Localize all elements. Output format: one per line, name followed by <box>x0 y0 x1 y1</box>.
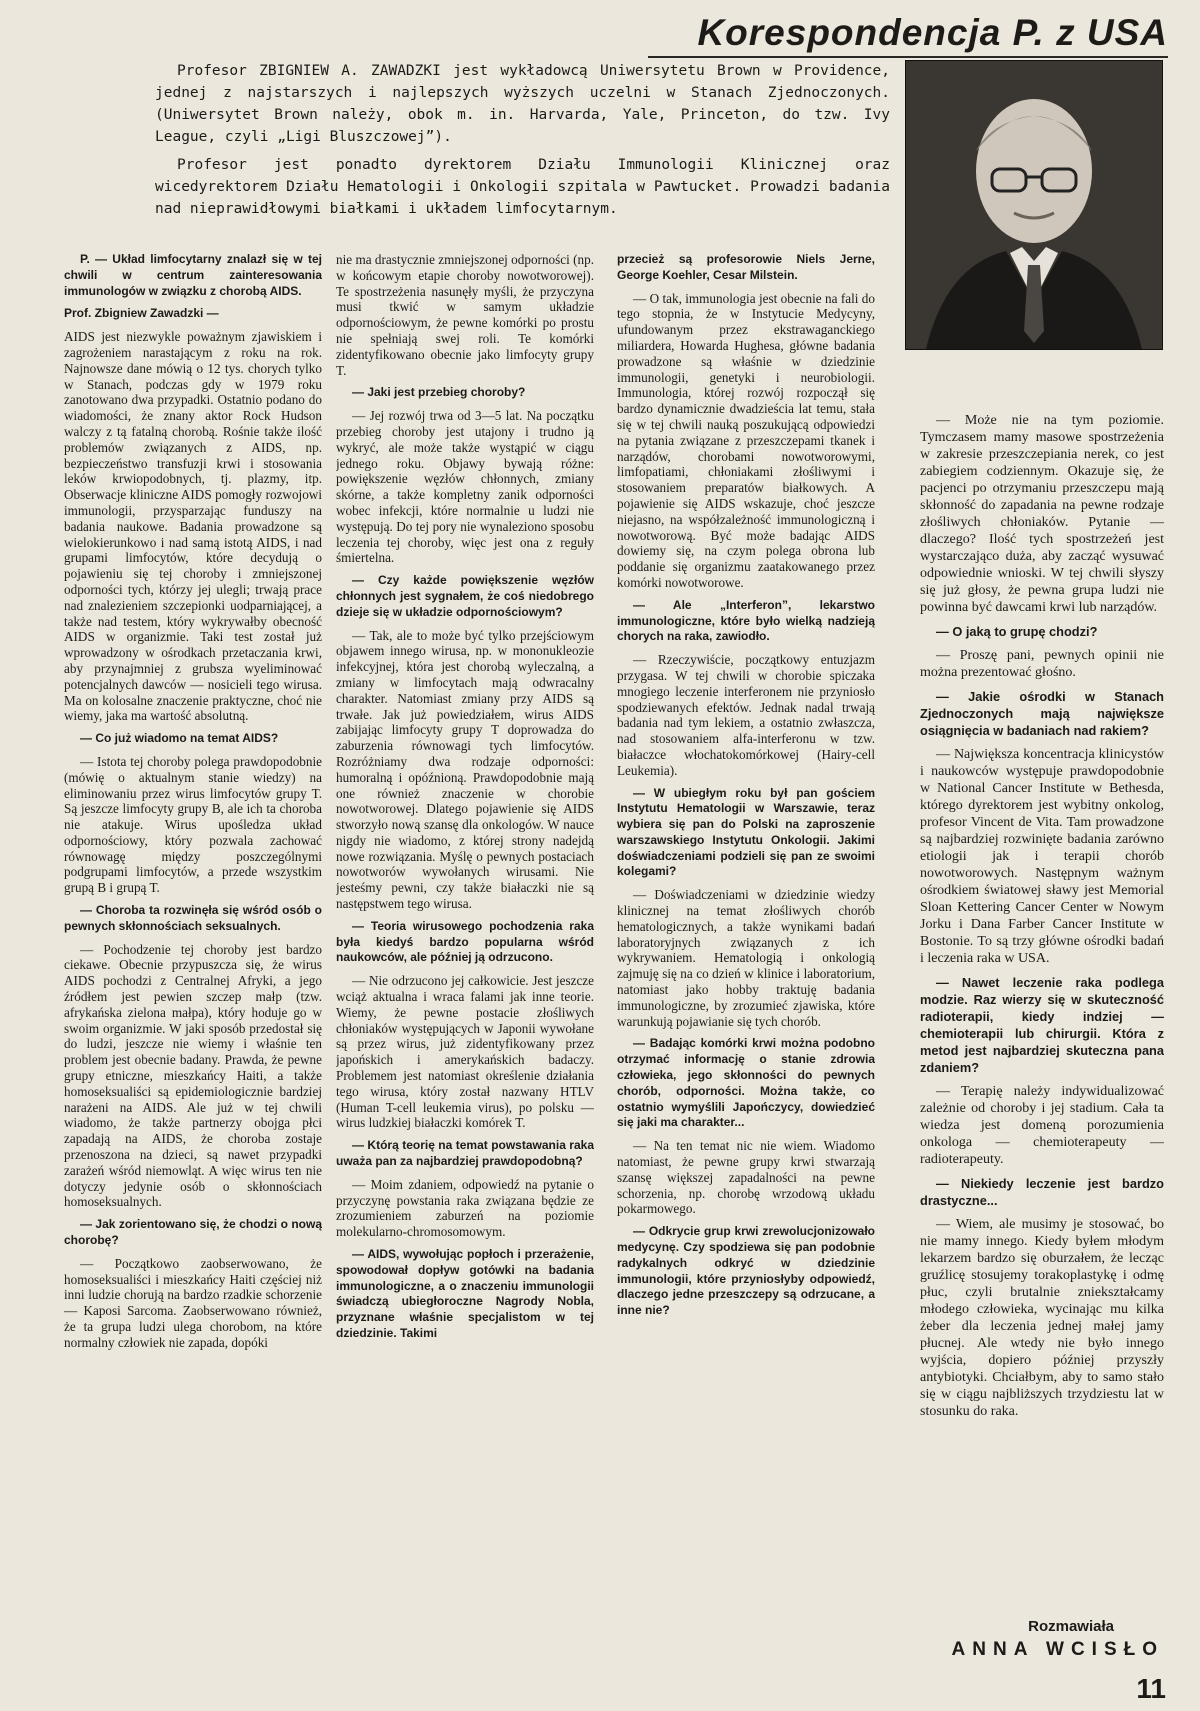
interview-answer: — Może nie na tym poziomie. Tymczasem mamy masowe spostrzeżenia w zakresie przeszczepiania nerek, co jest zabiegiem codziennym. Okazuje się, że pacjenci po otrzymaniu przeszczepu mają skłonność do zapadania na pewne rodzaje złośliwych chłoniaków. Pytanie — dlaczego? Ilość tych spostrzeżeń jest wystarczająco duża, aby zacząć wysuwać odpowiednie wnioski. W tej chwili słyszy się już głosy, że pewna grupa ludzi nie powinna być dawcami krwi lub narządów. <box>920 413 1164 615</box>
intro-paragraph: Profesor jest ponadto dyrektorem Działu Immunologii Klinicznej oraz wicedyrektorem Działu Hematologii i Onkologii szpitala w Pawtucket. Prowadzi badania nad nieprawidłowymi białkami i układem limfocytarnym. <box>155 157 890 217</box>
interview-answer: — Moim zdaniem, odpowiedź na pytanie o przyczynę powstania raka związana będzie ze zrozumieniem zaburzeń na poziomie molekularno-chromosomowym. <box>336 1176 594 1240</box>
credit-name: ANNA WCISŁO <box>951 1639 1164 1660</box>
interview-question: — Choroba ta rozwinęła się wśród osób o pewnych skłonnościach seksualnych. <box>64 903 322 933</box>
interview-question: — Niekiedy leczenie jest bardzo drastyczne... <box>920 1176 1164 1208</box>
interview-question: — W ubiegłym roku był pan gościem Instytutu Hematologii w Warszawie, teraz wybiera się pan do Polski na zaproszenie warszawskiego Instytutu Onkologii. Jakimi doświadczeniami podzieli się pan ze swoimi kolegami? <box>617 785 875 879</box>
interview-answer: AIDS jest niezwykle poważnym zjawiskiem i zagrożeniem narastającym z roku na rok. Najnowsze dane mówią o 12 tys. chorych tylko w Stanach, podczas gdy w 1979 roku zanotowano dwa przypadki. Ostatnio podano do wiadomości, że znany aktor Rock Hudson walczy z tą fatalną chorobą. Rośnie także ilość problemów związanych z AIDS, np. bezpieczeństwo transfuzji krwi i stosowania leków krwiopodobnych, tj. plazmy, itp. Obserwacje kliniczne AIDS pomogły rozwojowi immunologii, przysparzając funduszy na badania naukowe. Badania prowadzone są wielokierunkowo i nad samą istotą AIDS, i nad grupami limfocytów, które decydują o pojawieniu się tej choroby i zmniejszonej odporności tych, którzy jej ulegli; trwają prace nad znalezieniem szczepionki uodparniającej, a także nad testem, który wykrywałby obecność AIDS w organizmie. Taki test został już wprowadzony w ośrodkach przetaczania krwi, aby przynajmniej z grubsza wyeliminować potencjalnych dawców — nosicieli tego wirusa. Ma on kolosalne znaczenie praktyczne, choć nie wiemy, jaka ma wartość absolutną. <box>64 329 322 724</box>
interview-answer: — Proszę pani, pewnych opinii nie można prezentować głośno. <box>920 648 1164 680</box>
text-column-2 <box>336 252 594 1647</box>
interviewer-credit <box>920 1618 1164 1661</box>
interview-answer: — Największa koncentracja klinicystów i naukowców występuje prawdopodobnie w National Cancer Institute w Bethesda, którego dyrektorem jest wybitny onkolog, profesor Vincent de Vita. Tam prowadzone są najbardziej rozwinięte badania zarówno etiologii jak i terapii chorób nowotworowych. Następnym ważnym ośrodkiem światowej sławy jest Memorial Sloan Kettering Cancer Center w Nowym Jorku i Dana Farber Cancer Institute w Bostonie. To są trzy główne ośrodki badań i leczenia raka w USA. <box>920 747 1164 966</box>
interview-question: P. — Układ limfocytarny znalazł się w tej chwili w centrum zainteresowania immunologów w związku z chorobą AIDS. <box>64 252 322 298</box>
intro-paragraph: Profesor ZBIGNIEW A. ZAWADZKI jest wykładowcą Uniwersytetu Brown w Providence, jednej z najstarszych i najlepszych wyższych uczelni w Stanach Zjednoczonych. (Uniwersytet Brown należy, obok m. in. Harvarda, Yale, Princeton, do tzw. Ivy League, czyli „Ligi Bluszczowej”). <box>155 63 890 145</box>
interview-question: — Badając komórki krwi można podobno otrzymać informację o stanie zdrowia człowieka, jego skłonności do pewnych chorób, odporności. Można także, co ostatnio wymyślili Japończycy, dowiedzieć się jaki ma charakter... <box>617 1036 875 1130</box>
interview-question: — Nawet leczenie raka podlega modzie. Raz wierzy się w skuteczność radioterapii, kiedy indziej — chemioterapii lub chirurgii. Która z metod jest najbardziej skuteczna pana zdaniem? <box>920 975 1164 1075</box>
interview-answer: — Terapię należy indywidualizować zależnie od choroby i jej stadium. Cała ta wiedza jest domeną porozumienia onkologa — chemioterapeuty — radioterapeuty. <box>920 1084 1164 1167</box>
interview-question: — AIDS, wywołując popłoch i przerażenie, spowodował dopływ gotówki na badania immunologiczne, a o znaczeniu immunologii świadczą ubiegłoroczne Nagrody Nobla, przyznane właśnie specjalistom w tej dziedzinie. Takimi <box>336 1247 594 1340</box>
interview-answer: — Rzeczywiście, początkowy entuzjazm przygasa. W tej chwili w chorobie spiczaka mnogiego leczenie interferonem nie przyniosło spodziewanych efektów. Jednak nadal trwają badania nad tym lekiem, a ostatnio zwłaszcza, nad stosowaniem alfa-interferonu w tzw. białaczce włochatokomórkowej (Hairy-cell Leukemia). <box>617 652 875 778</box>
interview-answer: — Nie odrzucono jej całkowicie. Jest jeszcze wciąż aktualna i wraca falami jak inne teorie. Wiemy, że pewne postacie złośliwych chłoniaków występujących w Japonii wywołane są przez wirus, już zidentyfikowany przez japońskich i amerykańskich badaczy. Problemem jest natomiast określenie działania tego wirusa, który został nazwany HTLV (Human T-cell leukemia virus), po polsku — wirus ludzkiej białaczki komórek T. <box>336 973 594 1131</box>
interview-answer: — Doświadczeniami w dziedzinie wiedzy klinicznej na temat złośliwych chorób hematologicznych, a także wynikami badań laboratoryjnych związanych z ich wykrywaniem. Hematologią i onkologią zajmuję się na co dzień w klinice i laboratorium, natomiast jako hobby traktuję badania immunologiczne, by zrozumieć zjawiska, które warunkują pojawianie się tych chorób. <box>617 887 875 1029</box>
interview-question: — Co już wiadomo na temat AIDS? <box>80 731 279 746</box>
interview-question: — Jakie ośrodki w Stanach Zjednoczonych mają największe osiągnięcia w badaniach nad rakiem? <box>920 689 1164 738</box>
interview-answer: — Początkowo zaobserwowano, że homoseksualiści i mieszkańcy Haiti częściej niż inni ludzie chorują na bardzo rzadkie schorzenie — Kaposi Sarcoma. Zaobserwowano również, że ta grupa ludzi ulega chorobom, na które normalny człowiek nie zapada, dopóki <box>64 1255 322 1350</box>
interview-answer: — Na ten temat nic nie wiem. Wiadomo natomiast, że pewne grupy krwi stwarzają szansę większej zapadalności na pewne schorzenia, np. chorobę wrzodową układu pokarmowego. <box>617 1138 875 1217</box>
interview-answer: — Istota tej choroby polega prawdopodobnie (mówię o aktualnym stanie wiedzy) na eliminowaniu przez wirus limfocytów grupy T. Są jeszcze limfocyty grupy B, ale ich ta choroba nie atakuje. Wirus upośledza układ odpornościowy, który pozwala zachować równowagę między poszczególnymi podgrupami limfocytów, a przede wszystkim grupą B i grupą T. <box>64 753 322 896</box>
portrait-photo <box>905 60 1163 350</box>
text-column-3 <box>617 252 875 1647</box>
interview-question: — Którą teorię na temat powstawania raka uważa pan za najbardziej prawdopodobną? <box>336 1138 594 1169</box>
interview-question: Prof. Zbigniew Zawadzki — <box>64 306 219 321</box>
text-column-1 <box>64 252 322 1647</box>
portrait-illustration <box>906 61 1162 349</box>
interview-question: — Jaki jest przebieg choroby? <box>352 385 526 400</box>
interview-answer: nie ma drastycznie zmniejszonej odporności (np. w końcowym etapie choroby nowotworowej). Te spostrzeżenia nasunęły myśli, że przyczyna musi tkwić w samym układzie odpornościowym, że pewne komórki po prostu nie spełniają swej roli. Te komórki zidentyfikowano obecnie jako limfocyty grupy T. <box>336 252 594 378</box>
interview-answer: — Wiem, ale musimy je stosować, bo nie mamy innego. Kiedy byłem młodym lekarzem bardzo się oburzałem, że lecząc gruźlicę stosujemy torakoplastykę i odmę płuc, czyli brutalnie zniekształcamy młodego człowieka, wycinając mu kilka żeber dla leczenia jednej małej jamy płucnej. Ale wtedy nie było innego wyjścia, dopiero później przyszły antybiotyki. Chciałbym, aby to samo stało się w ciągu najbliższych trzydziestu lat w stosunku do raka. <box>920 1217 1164 1419</box>
interview-question: — O jaką to grupę chodzi? <box>936 624 1098 639</box>
interview-answer: — Jej rozwój trwa od 3—5 lat. Na początku przebieg choroby jest utajony i trudno ją wykryć, ale może także wystąpić w ciągu jednego roku. Objawy bywają różne: powiększenie węzłów chłonnych, zmiany skórne, a także kompletny zanik odporności wobec infekcji, które normalnie u ludzi nie występują. Do tej pory nie wynaleziono sposobu leczenia tej choroby, więc jest ona z reguły śmiertelna. <box>336 408 594 566</box>
page-number: 11 <box>1136 1673 1166 1704</box>
interview-question: przecież są profesorowie Niels Jerne, George Koehler, Cesar Milstein. <box>617 252 875 282</box>
text-column-4 <box>920 412 1164 1662</box>
interview-question: — Teoria wirusowego pochodzenia raka była kiedyś bardzo popularna wśród naukowców, ale później ją odrzucono. <box>336 918 594 965</box>
article-intro <box>155 60 890 226</box>
section-title: Korespondencja P. z USA <box>697 12 1168 53</box>
interview-answer: — O tak, immunologia jest obecnie na fali do tego stopnia, że w Instytucie Medycyny, ufundowanym przez ekstrawaganckiego miliardera, Howarda Hughesa, główne badania prowadzone są właśnie w dziedzinie immunologii, genetyki i neurobiologii. Immunologia, której rozwój rozpoczął się bardzo dynamicznie dwadzieścia lat temu, stała się w tej chwili nauką poszukującą odpowiedzi na pytania związane z przeszczepami tkanek i narządów, chorobami nowotworowymi, limfopatiami, chłoniakami złośliwymi i stosowaniem preparatów białkowych. A pojawienie się AIDS wskazuje, choć jeszcze niejasno, na współzależność immunologiczną i nowotworową. Być może badając AIDS dowiemy się, na czym polega obrona lub poddanie się organizmu zaatakowanego przez komórki nowotworowe. <box>617 290 875 590</box>
interview-question: — Czy każde powiększenie węzłów chłonnych jest sygnałem, że coś niedobrego dzieje się w układzie odpornościowym? <box>336 573 594 619</box>
interview-question: — Ale „Interferon”, lekarstwo immunologiczne, które było wielką nadzieją chorych na raka, zawiodło. <box>617 597 875 644</box>
section-header <box>648 10 1168 58</box>
interview-answer: — Pochodzenie tej choroby jest bardzo ciekawe. Obecnie przypuszcza się, że wirus AIDS pochodzi z Centralnej Afryki, a jego źródłem jest pewien szczep małp (tzw. afrykańska zielona małpa), który hoduje go w swoim organizmie. W jaki sposób przedostał się do ludzi, jeszcze nie wiemy i właśnie ten problem jest obecnie badany. Prawda, że pewne grupy etniczne, mieszkańcy Haiti, a także homoseksualiści są epidemiologicznie bardziej narażeni na AIDS. Ale już w tej chwili wiadomo, że także partnerzy obojga płci zapadają na AIDS, że choroba zostaje przenoszona na dzieci, są nawet przypadki zarażeń wśród niemowląt. A więc wirus ten nie dotyczy jedynie osób o skłonnościach homoseksualnych. <box>64 941 322 1210</box>
interview-question: — Jak zorientowano się, że chodzi o nową chorobę? <box>64 1217 322 1248</box>
interview-question: — Odkrycie grup krwi zrewolucjonizowało medycynę. Czy spodziewa się pan podobnie radykalnych odkryć w dziedzinie immunologii, które przyniosłyby odpowiedź, dlaczego jedne przeszczepy są odrzucane, a inne nie? <box>617 1224 875 1318</box>
interview-answer: — Tak, ale to może być tylko przejściowym objawem innego wirusa, np. w mononukleozie infekcyjnej, która jest chorobą wyleczalną, a zmiany w limfocytach mają odwracalny charakter. Natomiast zmiany przy AIDS są trwałe. Jak już powiedziałem, wirus AIDS zabijając limfocyty grupy T doprowadza do zaburzenia równowagi tych limfocytów. Rozróżniamy dwa rodzaje odporności: humoralną i opóźnioną. Prawdopodobnie mają one również znaczenie w chorobie nowotworowej. Dlatego pojawienie się AIDS stworzyło nową szansę dla onkologów. W nauce nigdy nie wiadomo, z której strony nadejdą nowe rozwiązania. Myślę o pewnych postaciach nowotworów wywołanych wirusami. Nie jesteśmy pewni, czy także białaczki nie są następstwem tego wirusa. <box>336 627 594 912</box>
credit-label: Rozmawiała <box>1028 1618 1114 1635</box>
